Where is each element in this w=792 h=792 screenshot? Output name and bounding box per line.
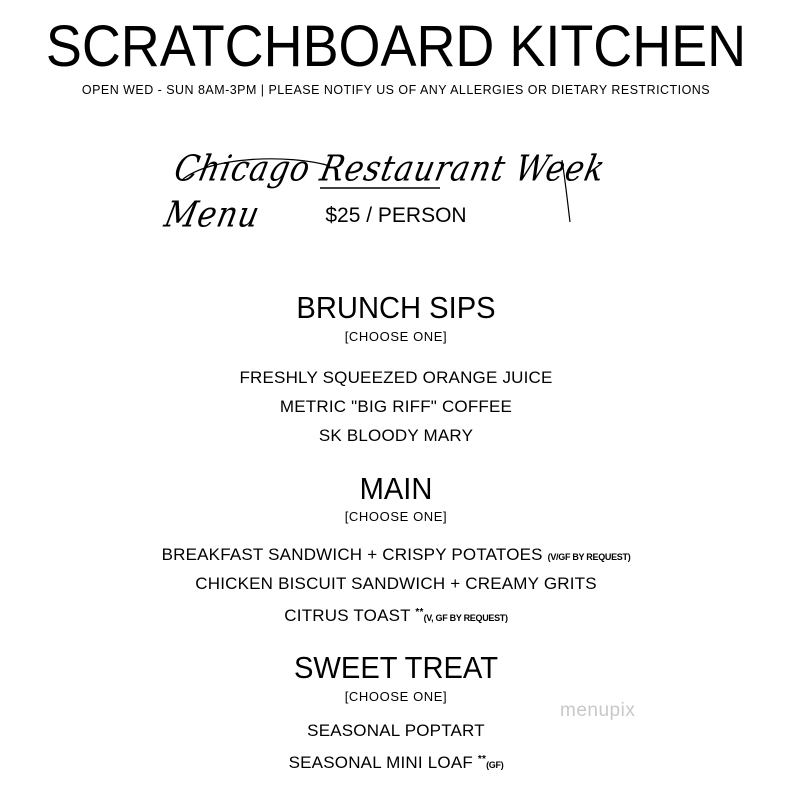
price-per-person: $25 / PERSON: [325, 204, 467, 227]
item-name: SK BLOODY MARY: [318, 426, 474, 445]
dietary-note: (V/GF BY REQUEST): [547, 552, 631, 562]
choose-one-sweet-treat: [CHOOSE ONE]: [344, 689, 448, 704]
section-title-brunch-sips: BRUNCH SIPS: [296, 290, 496, 325]
menu-item: [0, 602, 792, 629]
item-name: METRIC "BIG RIFF" COFFEE: [279, 397, 513, 416]
restaurant-title: SCRATCHBOARD KITCHEN: [45, 14, 747, 79]
item-name: FRESHLY SQUEEZED ORANGE JUICE: [239, 368, 553, 387]
menu-item: [0, 425, 792, 447]
choose-one-main: [CHOOSE ONE]: [344, 509, 448, 524]
menu-item: [0, 367, 792, 389]
menu-item: [0, 396, 792, 418]
item-name: CHICKEN BISCUIT SANDWICH + CREAMY GRITS: [195, 574, 597, 593]
menu-item: [0, 544, 792, 568]
dietary-note: (V, GF BY REQUEST): [423, 613, 508, 623]
menu-item: [0, 749, 792, 776]
section-title-sweet-treat: SWEET TREAT: [293, 650, 499, 685]
menu-item: [0, 720, 792, 742]
choose-one-brunch-sips: [CHOOSE ONE]: [344, 329, 448, 344]
item-name: CITRUS TOAST: [284, 606, 411, 625]
hours-and-allergy-notice: OPEN WED - SUN 8AM-3PM | PLEASE NOTIFY US OF ANY ALLERGIES OR DIETARY RESTRICTIONS: [81, 82, 711, 97]
menupix-watermark: menupix: [560, 700, 636, 721]
script-title: Chicago Restaurant Week Menu: [160, 148, 610, 236]
special-marker: **: [415, 607, 424, 618]
section-title-main: MAIN: [359, 471, 433, 506]
item-name: SEASONAL POPTART: [307, 721, 485, 740]
item-name: BREAKFAST SANDWICH + CRISPY POTATOES: [161, 545, 543, 564]
menu-item: [0, 573, 792, 595]
item-name: SEASONAL MINI LOAF: [288, 753, 473, 772]
special-marker: **: [477, 754, 487, 765]
dietary-note: (GF): [486, 760, 504, 770]
